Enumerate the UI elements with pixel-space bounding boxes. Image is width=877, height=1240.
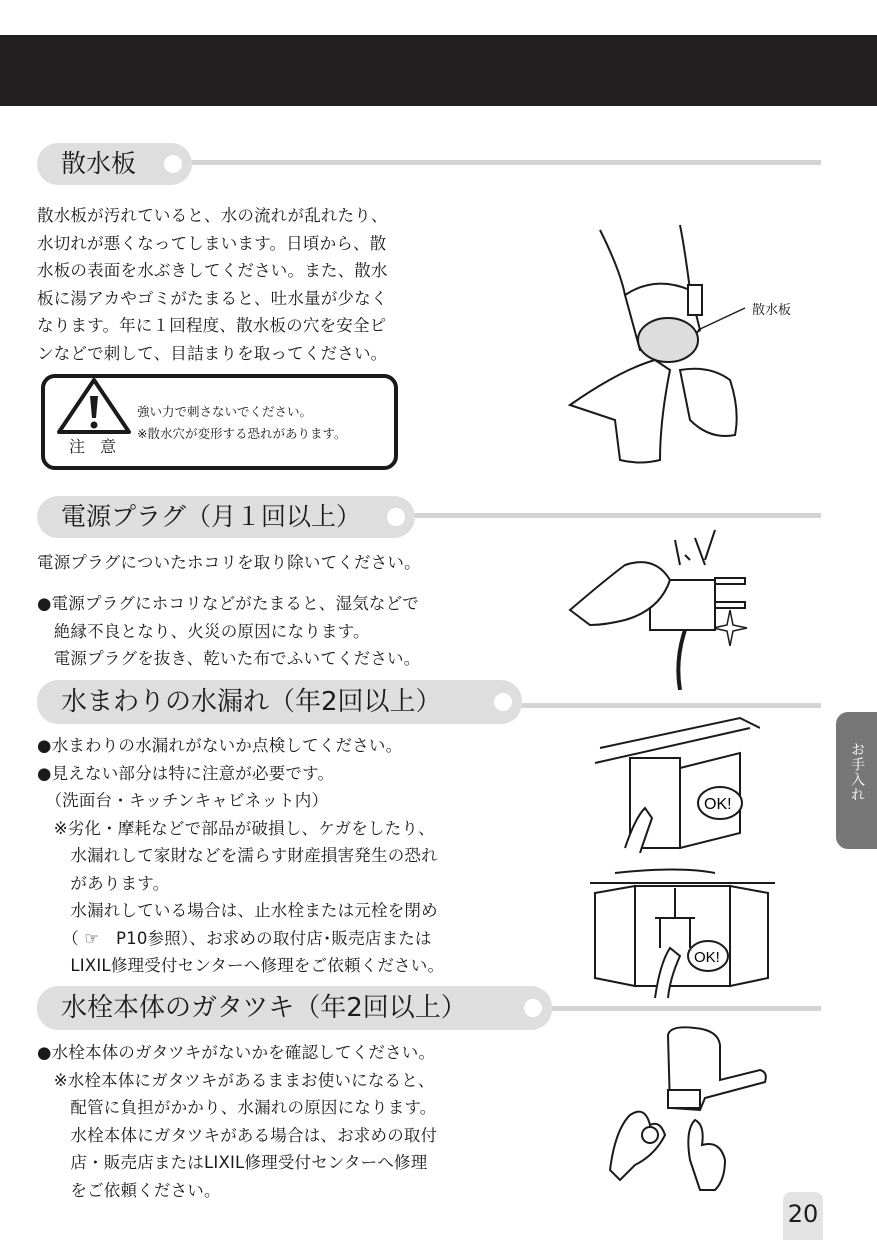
paragraph-line: 水板の表面を水ぶきしてください。また、散水 — [37, 261, 388, 280]
leak-body — [37, 732, 444, 980]
paragraph-line: 水漏れしている場合は、止水栓または元栓を閉め — [37, 901, 438, 920]
paragraph-line: LIXIL修理受付センターへ修理をご依頼ください。 — [37, 956, 445, 975]
warning-icon — [55, 376, 133, 438]
section-title-faucet — [37, 986, 552, 1030]
sink-cabinet-illustration — [590, 868, 775, 1003]
paragraph-line: 水漏れして家財などを濡らす財産損害発生の恐れ — [37, 846, 438, 865]
paragraph-line: （ ☞ P10参照）、お求めの取付店･販売店または — [37, 928, 432, 948]
plug-cleaning-illustration — [565, 520, 765, 690]
paragraph-line: ※水栓本体にガタツキがあるままお使いになると、 — [37, 1070, 435, 1090]
caution-text: 強い力で刺さないでください。 — [137, 404, 313, 419]
title-dot — [164, 155, 182, 173]
plug-lead — [37, 549, 421, 577]
paragraph-line: ※劣化・摩耗などで部品が破損し、ケガをしたり、 — [37, 818, 435, 838]
paragraph-line: ンなどで刺して、目詰まりを取ってください。 — [37, 343, 388, 363]
paragraph-line: ●水栓本体のガタツキがないかを確認してください。 — [37, 1043, 436, 1062]
side-tab-care[interactable] — [836, 712, 877, 849]
paragraph-line: 配管に負担がかかり、水漏れの原因になります。 — [37, 1098, 437, 1117]
paragraph-line: なります。年に１回程度、散水板の穴を安全ピ — [37, 316, 387, 335]
section-title-text: 水栓本体のガタツキ（年2回以上） — [61, 993, 467, 1023]
section-title-text: 電源プラグ（月１回以上） — [61, 502, 362, 531]
ok-mark-text: OK! — [704, 796, 732, 813]
caution-note: ※散水穴が変形する恐れがあります。 — [137, 426, 347, 441]
paragraph-line: があります。 — [37, 873, 170, 893]
shower-plate-label: 散水板 — [752, 303, 792, 318]
side-tab-label: お手入れ — [849, 742, 865, 802]
section-title-leak — [37, 680, 522, 724]
plug-bullet — [37, 590, 420, 673]
section-title-plug — [37, 496, 415, 538]
paragraph-line: 散水板が汚れていると、水の流れが乱れたり、 — [37, 206, 388, 225]
cabinet-check-illustration — [590, 708, 760, 853]
page-number: 20 — [783, 1192, 823, 1240]
paragraph-line: 絶縁不良となり、火災の原因になります。 — [37, 621, 370, 641]
paragraph-line: 水栓本体にガタツキがある場合は、お求めの取付 — [37, 1125, 438, 1145]
section-rule — [530, 1006, 821, 1011]
faucet-check-illustration — [600, 1020, 775, 1205]
paragraph-line: 水切れが悪くなってしまいます。日頃から、散 — [37, 233, 387, 253]
paragraph-line: （洗面台・キッチンキャビネット内） — [37, 791, 329, 810]
section-rule — [400, 513, 821, 518]
paragraph-line: 板に湯アカやゴミがたまると、吐水量が少なく — [37, 288, 388, 308]
shower-body — [37, 202, 388, 367]
title-dot — [494, 693, 512, 711]
paragraph-line: 電源プラグについたホコリを取り除いてください。 — [37, 553, 421, 572]
title-dot — [387, 508, 405, 526]
section-title-text: 散水板 — [61, 149, 137, 178]
paragraph-line: ●電源プラグにホコリなどがたまると、湿気などで — [37, 594, 419, 613]
caution-box — [41, 374, 398, 470]
paragraph-line: 店・販売店またはLIXIL修理受付センターへ修理 — [37, 1153, 428, 1172]
header-bar — [0, 35, 877, 106]
ok-mark-text: OK! — [694, 949, 720, 966]
shower-head-cleaning-illustration — [560, 220, 820, 470]
paragraph-line: をご依頼ください。 — [37, 1180, 221, 1200]
paragraph-line: 電源プラグを抜き、乾いた布でふいてください。 — [37, 649, 421, 668]
section-rule — [180, 160, 821, 165]
section-title-shower — [37, 143, 192, 185]
section-title-text: 水まわりの水漏れ（年2回以上） — [61, 687, 442, 717]
title-dot — [524, 999, 542, 1017]
faucet-body — [37, 1039, 437, 1204]
caution-label: 注 意 — [69, 437, 122, 456]
paragraph-line: ●見えない部分は特に注意が必要です。 — [37, 763, 335, 783]
paragraph-line: ●水まわりの水漏れがないか点検してください。 — [37, 736, 403, 755]
